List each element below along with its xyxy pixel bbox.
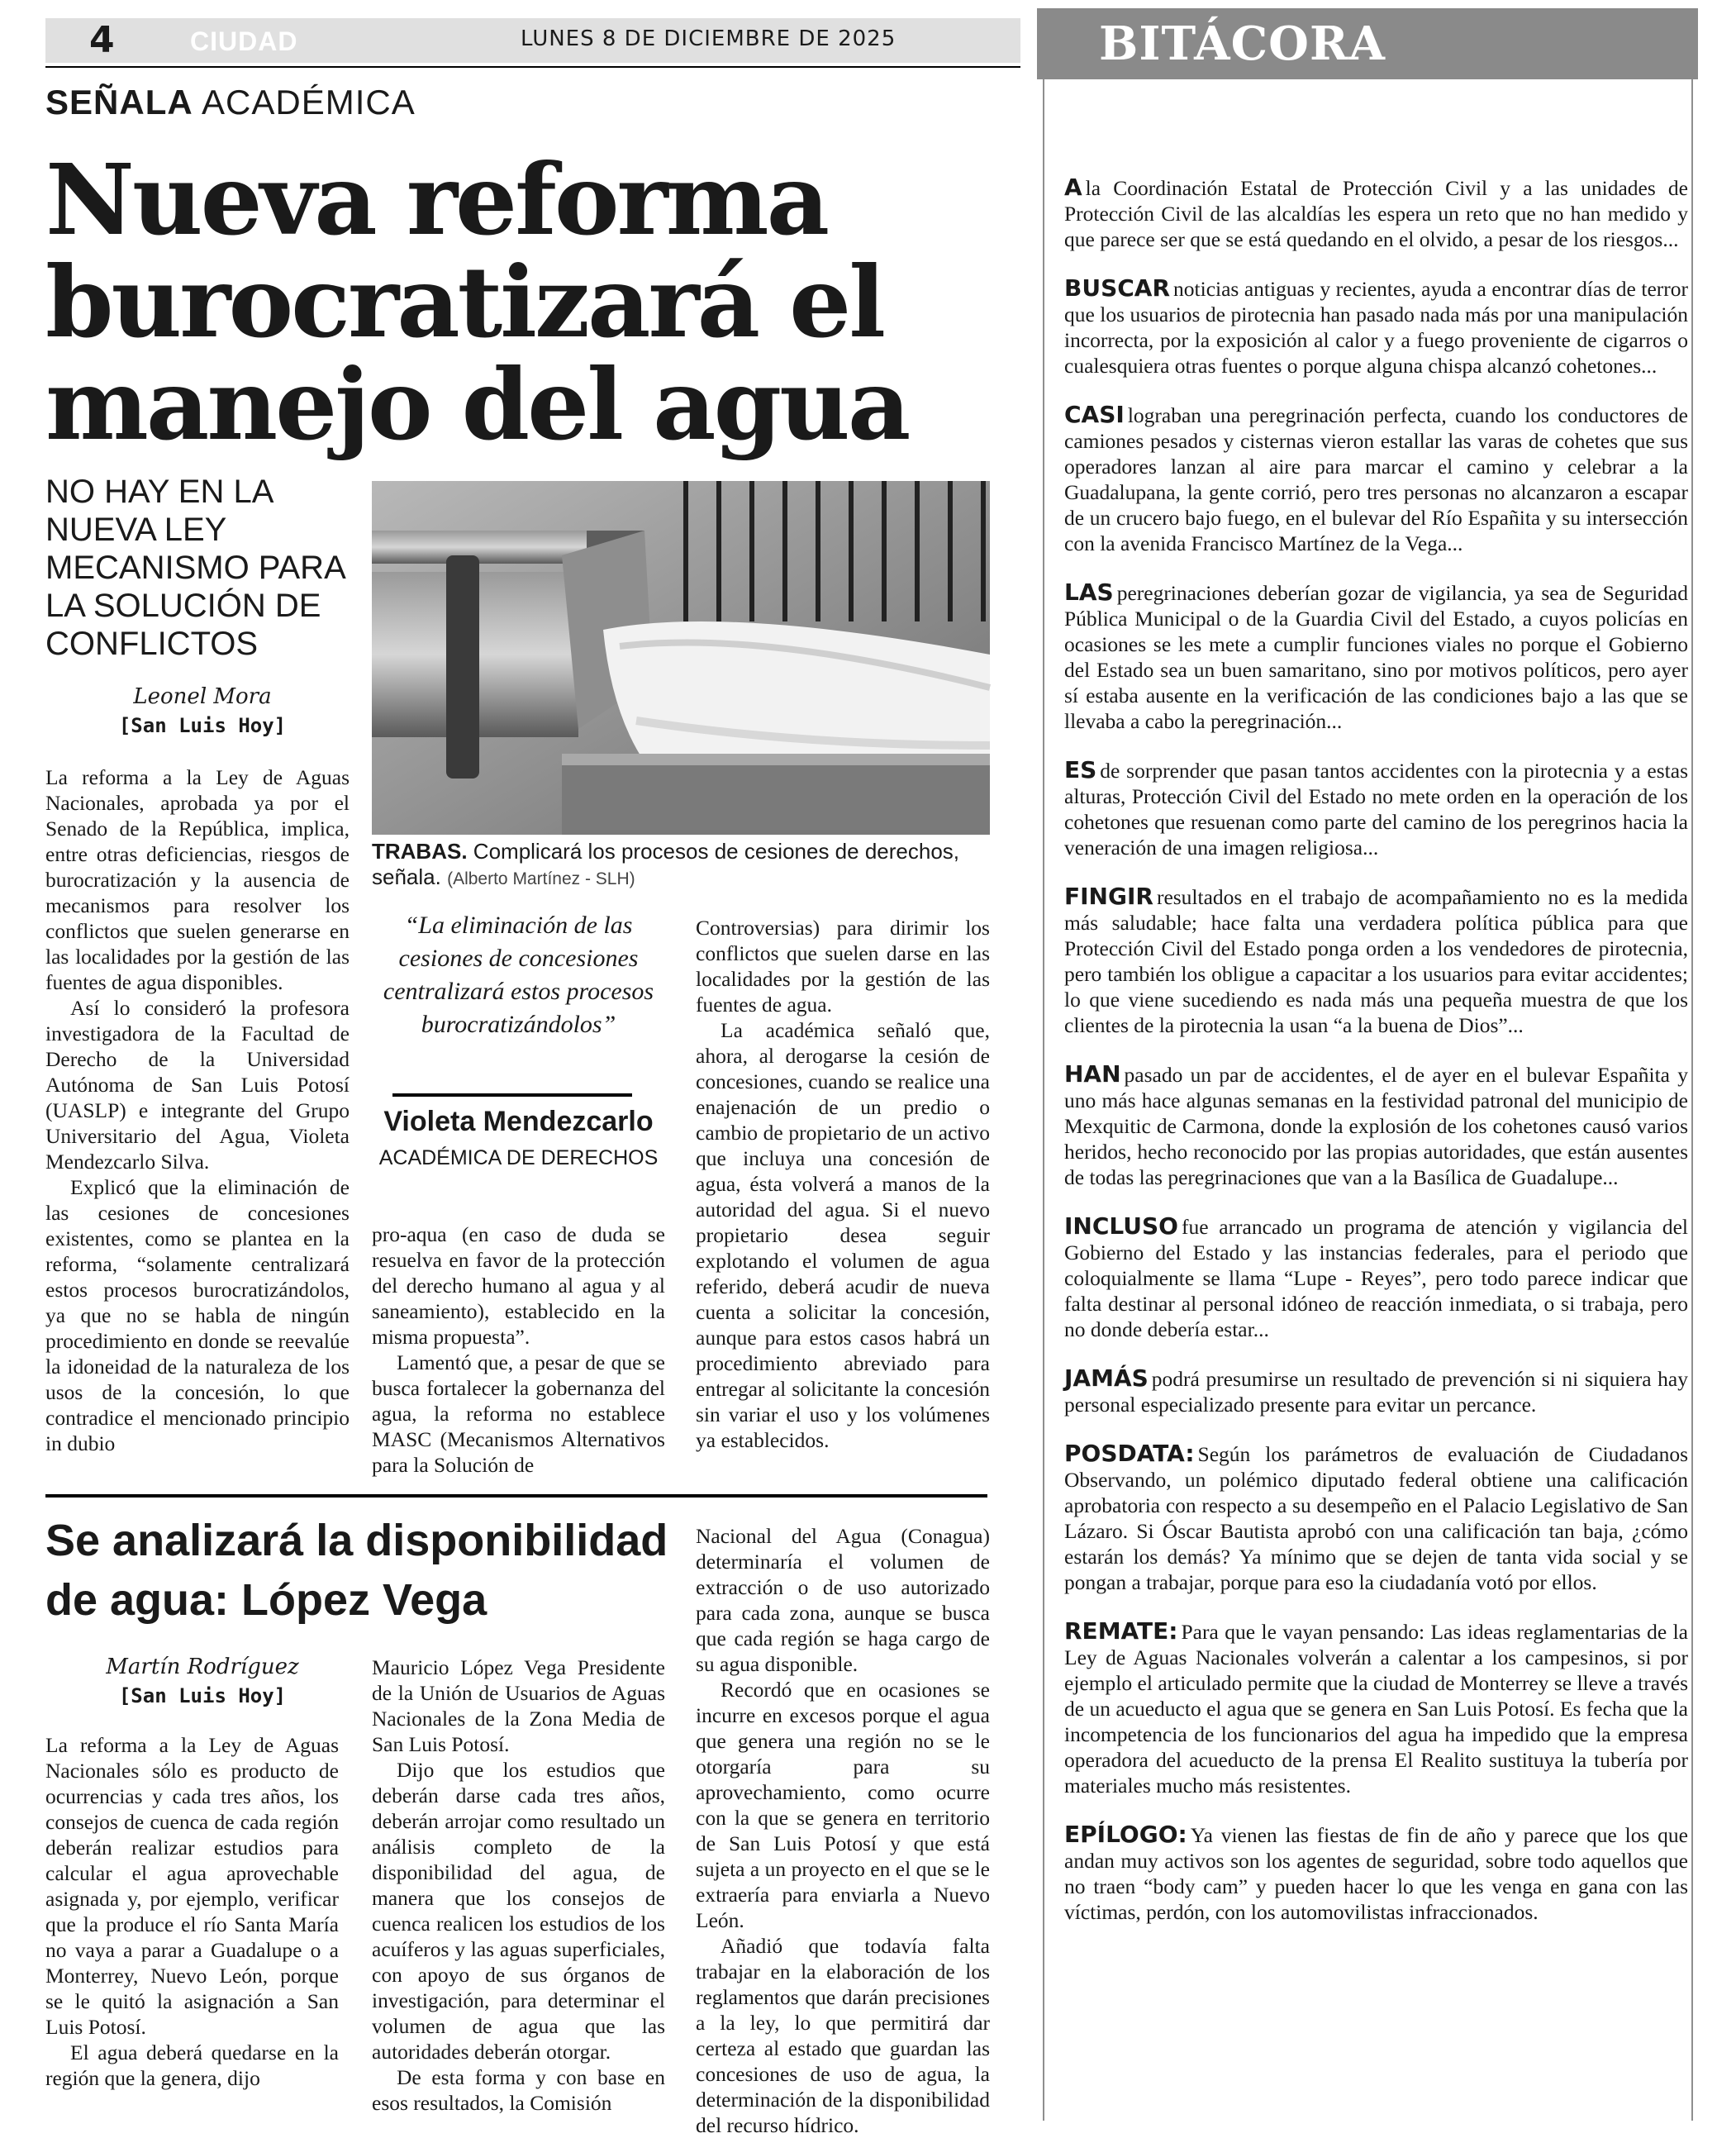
kicker-bold: SEÑALA — [45, 83, 193, 121]
bitacora-item — [1064, 174, 1688, 252]
second-column-3 — [696, 1523, 990, 2138]
bitacora-keyword: FINGIR — [1064, 883, 1153, 910]
byline — [45, 684, 359, 737]
bitacora-item — [1064, 883, 1688, 1038]
bitacora-item — [1064, 1212, 1688, 1342]
headline: Nueva reforma burocratizará el manejo del agua — [45, 142, 909, 462]
bitacora-item — [1064, 1440, 1688, 1595]
second-headline: Se analizará la disponibilidad de agua: López Vega — [45, 1516, 668, 1625]
article-column-1 — [45, 764, 350, 1456]
pull-quote-rule — [392, 1093, 632, 1097]
bitacora-text: Ya vienen las fiestas de fin de año y parece que los que andan muy activos son los agentes de seguridad, sobre todo aquellos que no traen “body cam” y pueden hacer lo que les venga en gana con las víctimas, perdón, con los automovilistas infraccionados. — [1064, 1823, 1688, 1924]
second-column-1 — [45, 1732, 339, 2091]
bitacora-text: peregrinaciones deberían gozar de vigilancia, ya sea de Seguridad Pública Municipal o de la Guardia Civil del Estado, a cuyos policías en ocasiones se les mete a cumplir funciones viales no porque el Gobierno del Estado sea un buen samaritano, sino por motivos políticos, pero ayer sí estaba ausente en la verificación de las condiciones bajo a las que se llevaba a cabo la peregrinación... — [1064, 581, 1688, 733]
bitacora-keyword: EPÍLOGO: — [1064, 1821, 1187, 1848]
second-byline — [45, 1655, 359, 1707]
paragraph: Lamentó que, a pesar de que se busca fortalecer la gobernanza del agua, la reforma no establece MASC (Mecanismos Alternativos para la Solución de — [372, 1350, 665, 1477]
paragraph: Controversias) para dirimir los conflictos que suelen darse en las localidades por la gestión de las fuentes de agua. — [696, 916, 990, 1017]
author-name: Leonel Mora — [133, 684, 272, 709]
author-outlet: [San Luis Hoy] — [118, 714, 287, 737]
pull-quote: “La eliminación de las cesiones de concesiones centralizará estos procesos burocratizándolos” — [383, 912, 654, 1038]
bitacora-text: de sorprender que pasan tantos accidentes con la pirotecnia y a estas alturas, Protección Civil del Estado no mete orden en la operación de los cohetones que resuenan como parte del camino de los peregrinos hacia la veneración de una imagen religiosa... — [1064, 759, 1688, 859]
bitacora-border-left — [1043, 79, 1044, 2121]
article-photo — [372, 481, 990, 835]
bitacora-text: podrá presumirse un resultado de prevención si ni siquiera hay personal especializado presente para evitar un percance. — [1064, 1367, 1688, 1417]
section-name: CIUDAD — [190, 26, 298, 56]
bitacora-keyword: LAS — [1064, 579, 1114, 606]
bitacora-keyword: ES — [1064, 756, 1097, 783]
article-kicker — [45, 83, 416, 122]
paragraph: Explicó que la eliminación de las cesiones de concesiones existentes, como se plantea en la reforma, “solamente centralizará estos procesos burocratizándolos, ya que no se habla de ningún procedimiento en donde se reevalúe la idoneidad de la naturaleza de los usos de la concesión, lo que contradice el mencionado principio in dubio — [45, 1175, 350, 1455]
bitacora-item — [1064, 756, 1688, 860]
paragraph: Mauricio López Vega Presidente de la Unión de Usuarios de Aguas Nacionales de la Zona Media de San Luis Potosí. — [372, 1655, 665, 1756]
paragraph: pro-aqua (en caso de duda se resuelva en favor de la protección del derecho humano al agua y al saneamiento), establecido en la misma propuesta”. — [372, 1222, 665, 1349]
photo-credit: (Alberto Martínez - SLH) — [447, 869, 635, 888]
page-number: 4 — [89, 19, 115, 61]
bitacora-text: noticias antiguas y recientes, ayuda a encontrar días de terror que los usuarios de pirotecnia han pasado nada más por una manipulación incorrecta, por la exposición al calor y a fuego proveniente de cigarros o cualesquiera otras fuentes o porque alguna chispa alcanzó cohetones... — [1064, 277, 1688, 378]
paragraph: Nacional del Agua (Conagua) determinaría el volumen de extracción o de uso autorizado para cada zona, aunque se busca que cada región se haga cargo de su agua disponible. — [696, 1524, 990, 1676]
paragraph: De esta forma y con base en esos resultados, la Comisión — [372, 2065, 665, 2115]
bitacora-text: Para que le vayan pensando: Las ideas reglamentarias de la Ley de Aguas Nacionales volverán a calentar a los campesinos, si por ejemplo el articulado permite que la ciudad de Monterrey se lleve a través de un acueducto el agua que se genera en San Luis Potosí. Es fecha que la incompetencia de los funcionarios del agua ha impedido que la empresa operadora del acueducto de la prensa El Realito sustituya la tubería por materiales mucho más resistentes. — [1064, 1620, 1688, 1798]
bitacora-keyword: CASI — [1064, 401, 1125, 428]
issue-date: LUNES 8 DE DICIEMBRE DE 2025 — [521, 26, 897, 51]
caption-bold: TRABAS. — [372, 839, 468, 864]
bitacora-item — [1064, 1617, 1688, 1798]
bitacora-keyword: INCLUSO — [1064, 1212, 1178, 1240]
bitacora-text: lograban una peregrinación perfecta, cuando los conductores de camiones pesados y cisternas vieron estallar las varas de cohetes que sus operadores lanzan al aire para marcar el camino y celebrar a la Guadalupana, la gente corrió, pero tres personas no alcanzaron a escapar de un crucero bajo fuego, en el bulevar del Río Españita y su intersección con la avenida Francisco Martínez de la Vega... — [1064, 403, 1688, 555]
article-column-3 — [696, 915, 990, 1453]
paragraph: La reforma a la Ley de Aguas Nacionales sólo es producto de ocurrencias y cada tres años, los consejos de cuenca de cada región deberán realizar estudios para calcular el agua aprovechable asignada y, por ejemplo, verificar que la produce el río Santa María no vaya a parar a Guadalupe o a Monterrey, Nuevo León, porque se le quitó la asignación a San Luis Potosí. — [45, 1733, 339, 2039]
water-pipe-photo — [372, 481, 990, 835]
bitacora-border-right — [1691, 79, 1693, 2121]
article-separator — [45, 1494, 987, 1498]
bitacora-item — [1064, 1364, 1688, 1417]
quote-attribution-role: ACADÉMICA DE DERECHOS — [378, 1146, 659, 1169]
caption-text: Complicará los procesos de cesiones de derechos, señala. — [372, 839, 959, 889]
kicker-rest: ACADÉMICA — [202, 83, 416, 121]
photo-caption — [372, 839, 1000, 892]
paragraph: Añadió que todavía falta trabajar en la elaboración de los reglamentos que darán precisiones a la ley, lo que permitirá dar certeza al estado que guardan las concesiones de uso de agua, la determinación de la disponibilidad del recurso hídrico. — [696, 1934, 990, 2137]
author-outlet: [San Luis Hoy] — [118, 1684, 287, 1707]
bitacora-keyword: A — [1064, 174, 1082, 201]
bitacora-item — [1064, 579, 1688, 734]
bitacora-item — [1064, 1821, 1688, 1925]
quote-attribution-name: Violeta Mendezcarlo — [383, 1106, 654, 1137]
paragraph: El agua deberá quedarse en la región que la genera, dijo — [45, 2040, 339, 2090]
bitacora-item — [1064, 274, 1688, 379]
bitacora-keyword: REMATE: — [1064, 1617, 1178, 1645]
paragraph: La académica señaló que, ahora, al derogarse la cesión de concesiones, cuando se realice una enajenación de un predio o cambio de propietario de un activo que incluya una concesión de agua, ésta volverá a manos de la autoridad del agua. Si el nuevo propietario desea seguir explotando el volumen de agua referido, deberá acudir de nueva cuenta a solicitar la concesión, aunque para estos casos habrá un procedimiento abreviado para entregar al solicitante la concesión sin variar el uso y los volúmenes ya establecidos. — [696, 1018, 990, 1452]
bitacora-keyword: POSDATA: — [1064, 1440, 1195, 1467]
paragraph: Recordó que en ocasiones se incurre en excesos porque el agua que genera una región no se le otorgaría para su aprovechamiento, como ocurre con la que se genera en territorio de San Luis Potosí y que está sujeta a un proyecto en el que se le extraería para enviarla a Nuevo León. — [696, 1678, 990, 1932]
bitacora-item — [1064, 1060, 1688, 1190]
paragraph: Así lo consideró la profesora investigadora de la Facultad de Derecho de la Universidad Autónoma de San Luis Potosí (UASLP) e integrante del Grupo Universitario del Agua, Violeta Mendezcarlo Silva. — [45, 996, 350, 1174]
article-column-2 — [372, 1221, 665, 1478]
bitacora-keyword: HAN — [1064, 1060, 1121, 1088]
bitacora-text: fue arrancado un programa de atención y vigilancia del Gobierno del Estado y las instancias federales, para el periodo que coloquialmente se llama “Lupe - Reyes”, pero todo parece indicar que falta destinar al personal idóneo de reacción inmediata, o si trabaja, pero no donde debería estar... — [1064, 1215, 1688, 1341]
article-deck: NO HAY EN LA NUEVA LEY MECANISMO PARA LA SOLUCIÓN DE CONFLICTOS — [45, 474, 345, 662]
bitacora-text: resultados en el trabajo de acompañamiento no es la medida más saludable; hace falta una verdadera política pública para que Protección Civil del Estado ponga orden a los vendedores de pirotecnia, pero también los obligue a capacitar a los usuarios para evitar accidentes; lo que viene sucediendo es nada más una pequeña muestra de que los clientes de la pirotecnia la usan “a la buena de Dios”... — [1064, 885, 1688, 1037]
bitacora-item — [1064, 401, 1688, 556]
bitacora-text: pasado un par de accidentes, el de ayer en el bulevar Españita y uno más hace algunas semanas en la festividad patronal del municipio de Mexquitic de Carmona, donde la explosión de los cohetones causó varios heridos, hecho reconocido por las propias autoridades, que están ausentes de todas las peregrinaciones que van a la Basílica de Guadalupe... — [1064, 1063, 1688, 1189]
bitacora-keyword: BUSCAR — [1064, 274, 1171, 302]
bitacora-column — [1064, 174, 1688, 1947]
bitacora-text: la Coordinación Estatal de Protección Civil y a las unidades de Protección Civil de las alcaldías les espera un reto que no han medido y que parece ser que se está quedando en el olvido, a pesar de los riesgos... — [1064, 176, 1688, 251]
header-rule — [45, 66, 1020, 68]
paragraph: Dijo que los estudios que deberán darse cada tres años, deberán arrojar como resultado un análisis completo de la disponibilidad del agua, de manera que los consejos de cuenca realicen los estudios de los acuíferos y las aguas superficiales, con apoyo de sus órganos de investigación, para determinar el volumen de agua que las autoridades deberán otorgar. — [372, 1758, 665, 2064]
bitacora-keyword: JAMÁS — [1064, 1364, 1149, 1392]
bitacora-text: Según los parámetros de evaluación de Ciudadanos Observando, un polémico diputado federal obtiene una calificación aprobatoria con respecto a su desempeño en el Palacio Legislativo de San Lázaro. Si Óscar Bautista aprobó con una calificación tan baja, ¿cómo estarán los demás? Ya mínimo que se dejen de tanta vida social y se pongan a trabajar, porque para eso la ciudadanía votó por ellos. — [1064, 1442, 1688, 1594]
author-name: Martín Rodríguez — [106, 1655, 299, 1679]
second-column-2 — [372, 1655, 665, 2116]
paragraph: La reforma a la Ley de Aguas Nacionales, aprobada ya por el Senado de la República, implica, entre otras deficiencias, riesgos de burocratización y la ausencia de mecanismos para resolver los conflictos que suelen generarse en las localidades por la gestión de las fuentes de agua disponibles. — [45, 765, 350, 994]
bitacora-title: BITÁCORA — [1099, 17, 1386, 71]
